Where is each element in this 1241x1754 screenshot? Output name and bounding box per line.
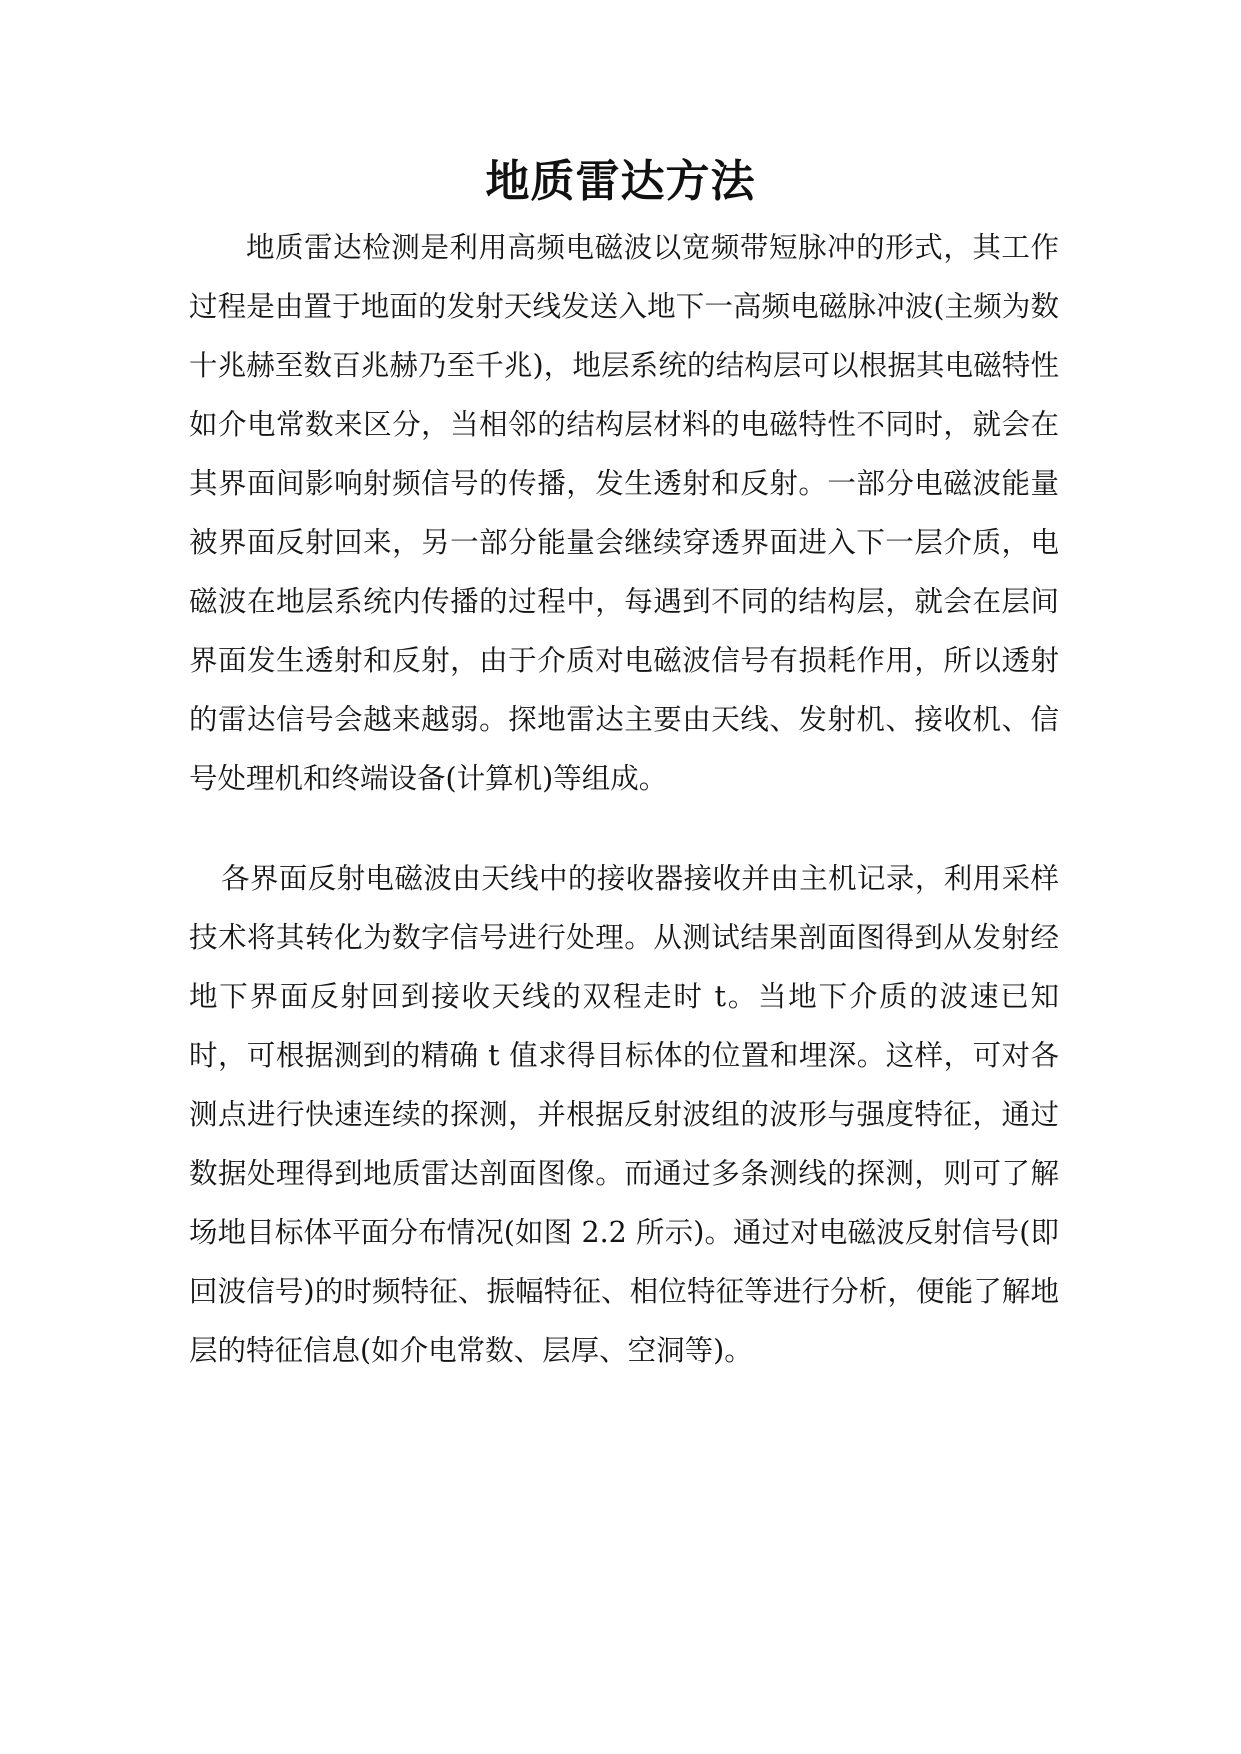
paragraph-2: 各界面反射电磁波由天线中的接收器接收并由主机记录，利用采样技术将其转化为数字信号进行处理。从测试结果剖面图得到从发射经地下界面反射回到接收天线的双程走时 t。当地下介质的波速已知时，可根据测到的精确 t 值求得目标体的位置和埋深。这样，可对各测点进行快速连续的探测，并根据反射波组的波形与强度特征，通过数据处理得到地质雷达剖面图像。而通过多条测线的探测，则可了解场地目标体平面分布情况(如图 2.2 所示)。通过对电磁波反射信号(即回波信号)的时频特征、振幅特征、相位特征等进行分析，便能了解地层的特征信息(如介电常数、层厚、空洞等)。 [189, 862, 1059, 1367]
page-title: 地质雷达方法 [485, 156, 756, 207]
paragraph-1: 地质雷达检测是利用高频电磁波以宽频带短脉冲的形式，其工作过程是由置于地面的发射天线发送入地下一高频电磁脉冲波(主频为数十兆赫至数百兆赫乃至千兆)，地层系统的结构层可以根据其电磁特性如介电常数来区分，当相邻的结构层材料的电磁特性不同时，就会在其界面间影响射频信号的传播，发生透射和反射。一部分电磁波能量被界面反射回来，另一部分能量会继续穿透界面进入下一层介质，电磁波在地层系统内传播的过程中，每遇到不同的结构层，就会在层间界面发生透射和反射，由于介质对电磁波信号有损耗作用，所以透射的雷达信号会越来越弱。探地雷达主要由天线、发射机、接收机、信号处理机和终端设备(计算机)等组成。 [189, 231, 1059, 795]
